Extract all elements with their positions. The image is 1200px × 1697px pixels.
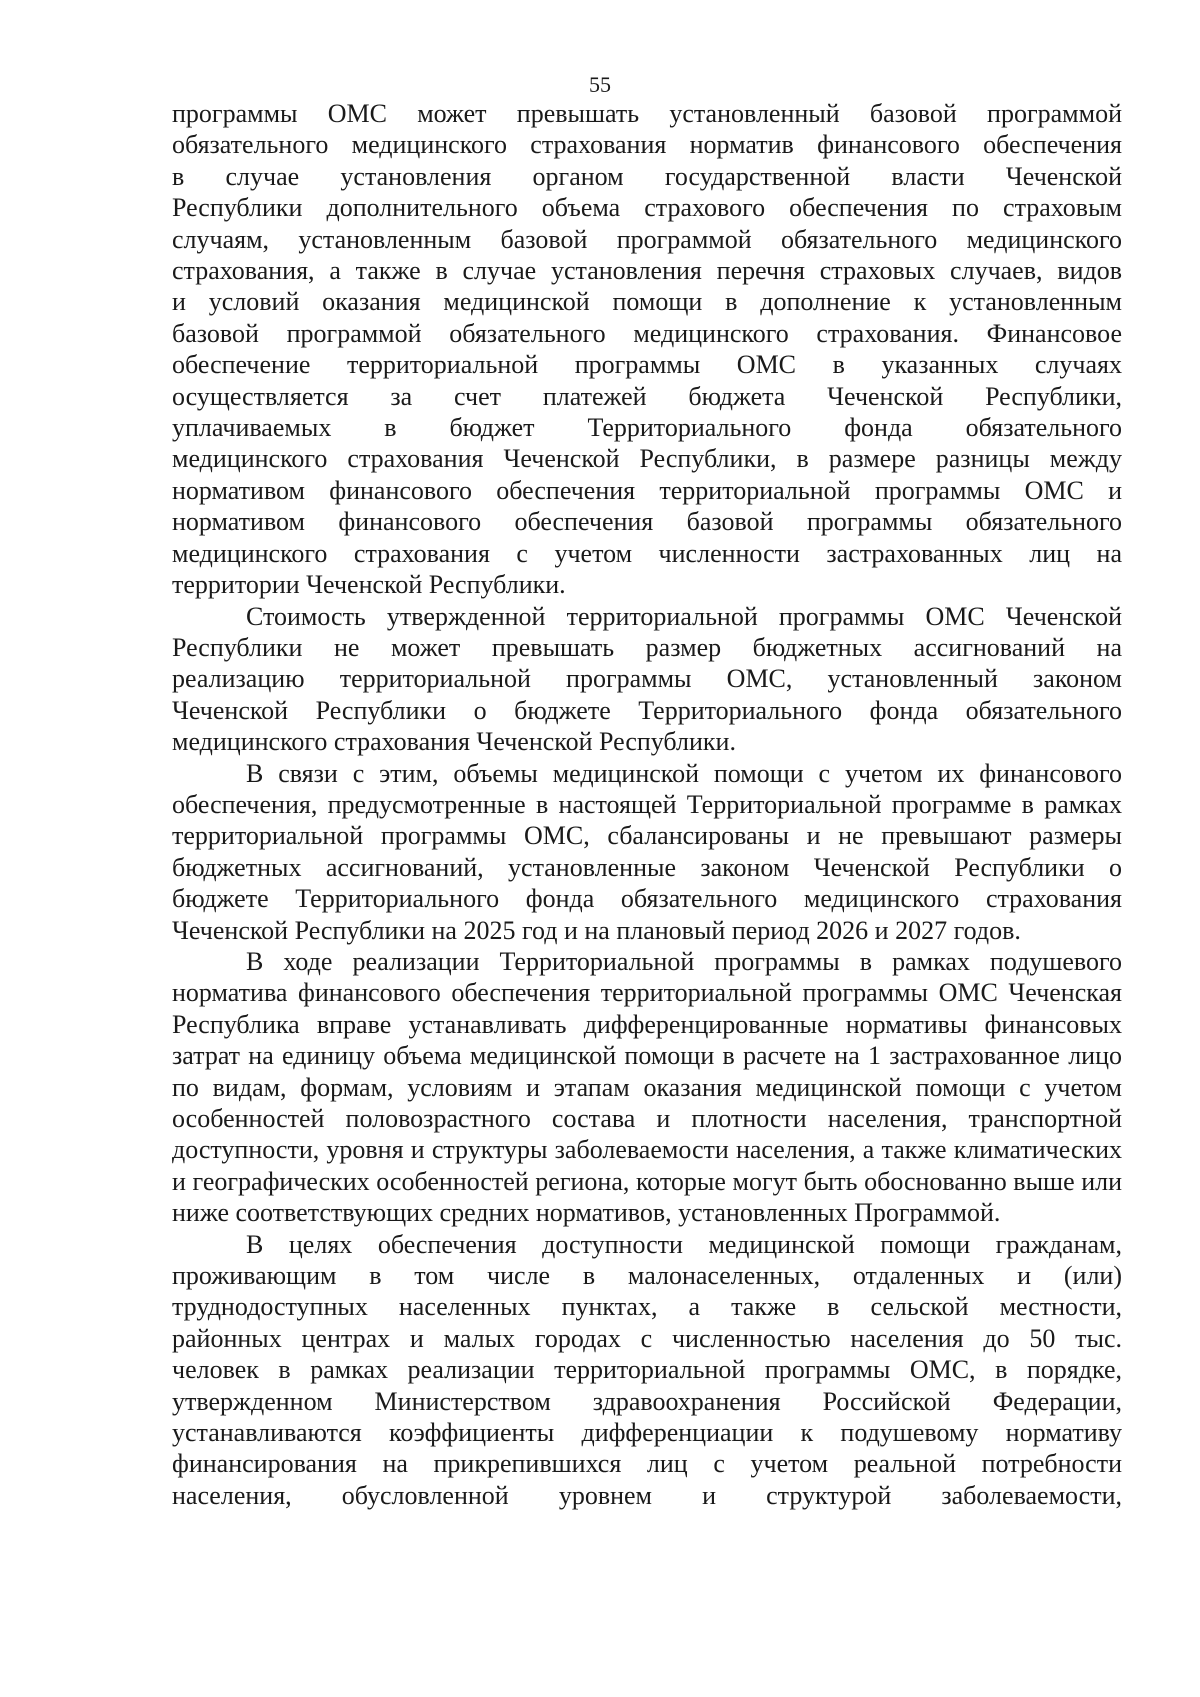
text-line: медицинского страхования Чеченской Республики, в размере разницы между — [172, 444, 1122, 474]
text-line: Республики не может превышать размер бюджетных ассигнований на — [172, 632, 1122, 662]
text-line: обеспечения, предусмотренные в настоящей Территориальной программе в рамках — [172, 789, 1122, 819]
text-line: программы ОМС может превышать установленный базовой программой — [172, 99, 1122, 128]
text-line: и географических особенностей региона, которые могут быть обоснованно выше или — [172, 1166, 1122, 1196]
text-line: Республики дополнительного объема страхового обеспечения по страховым — [172, 193, 1122, 223]
text-line: Стоимость утвержденной территориальной программы ОМС Чеченской — [246, 601, 1122, 631]
paragraph — [172, 1229, 1122, 1512]
text-line: В ходе реализации Территориальной программы в рамках подушевого — [246, 946, 1122, 976]
text-line: норматива финансового обеспечения территориальной программы ОМС Чеченская — [172, 978, 1122, 1008]
text-line: Республика вправе устанавливать дифференцированные нормативы финансовых — [172, 1009, 1122, 1039]
text-line: особенностей половозрастного состава и плотности населения, транспортной — [172, 1104, 1122, 1133]
text-line: осуществляется за счет платежей бюджета Чеченской Республики, — [172, 381, 1122, 411]
text-line: бюджете Территориального фонда обязательного медицинского страхования — [172, 884, 1122, 914]
text-line: территориальной программы ОМС, сбалансированы и не превышают размеры — [172, 821, 1122, 851]
text-line: территории Чеченской Республики. — [172, 570, 566, 600]
text-line: нормативом финансового обеспечения базовой программы обязательного — [172, 507, 1122, 537]
text-line: в случае установления органом государственной власти Чеченской — [172, 161, 1122, 191]
text-line: бюджетных ассигнований, установленные законом Чеченской Республики о — [172, 852, 1122, 882]
text-line: базовой программой обязательного медицинского страхования. Финансовое — [172, 318, 1122, 348]
text-line: человек в рамках реализации территориальной программы ОМС, в порядке, — [172, 1355, 1122, 1385]
text-line: населения, обусловленной уровнем и структурой заболеваемости, — [172, 1480, 1122, 1510]
paragraph — [172, 758, 1122, 946]
text-line: медицинского страхования Чеченской Республики. — [172, 727, 736, 757]
text-line: Чеченской Республики о бюджете Территориального фонда обязательного — [172, 695, 1122, 725]
text-line: реализацию территориальной программы ОМС, установленный законом — [172, 664, 1122, 694]
text-line: В связи с этим, объемы медицинской помощи с учетом их финансового — [246, 758, 1122, 788]
text-line: обеспечение территориальной программы ОМС в указанных случаях — [172, 350, 1122, 380]
text-line: уплачиваемых в бюджет Территориального фонда обязательного — [172, 413, 1122, 443]
paragraph — [172, 946, 1122, 1229]
text-line: доступности, уровня и структуры заболеваемости населения, а также климатических — [172, 1135, 1122, 1165]
text-line: ниже соответствующих средних нормативов, установленных Программой. — [172, 1198, 1001, 1228]
text-line: по видам, формам, условиям и этапам оказания медицинской помощи с учетом — [172, 1072, 1122, 1102]
text-line: Чеченской Республики на 2025 год и на плановый период 2026 и 2027 годов. — [172, 915, 1021, 945]
text-line: случаям, установленным базовой программой обязательного медицинского — [172, 224, 1122, 254]
text-line: страхования, а также в случае установления перечня страховых случаев, видов — [172, 256, 1122, 286]
text-line: нормативом финансового обеспечения территориальной программы ОМС и — [172, 475, 1122, 505]
text-line: утвержденном Министерством здравоохранения Российской Федерации, — [172, 1386, 1122, 1416]
text-line: медицинского страхования с учетом численности застрахованных лиц на — [172, 538, 1122, 568]
text-line: финансирования на прикрепившихся лиц с учетом реальной потребности — [172, 1449, 1122, 1479]
document-body — [172, 98, 1122, 1511]
text-line: и условий оказания медицинской помощи в дополнение к установленным — [172, 287, 1122, 317]
text-line: затрат на единицу объема медицинской помощи в расчете на 1 застрахованное лицо — [172, 1041, 1122, 1071]
text-line: труднодоступных населенных пунктах, а также в сельской местности, — [172, 1292, 1122, 1322]
text-line: обязательного медицинского страхования норматив финансового обеспечения — [172, 130, 1122, 160]
text-line: устанавливаются коэффициенты дифференциации к подушевому нормативу — [172, 1418, 1122, 1448]
paragraph — [172, 601, 1122, 758]
page-number: 55 — [589, 72, 611, 97]
text-line: районных центрах и малых городах с численностью населения до 50 тыс. — [172, 1323, 1122, 1353]
paragraph — [172, 98, 1122, 601]
text-line: проживающим в том числе в малонаселенных, отдаленных и (или) — [172, 1261, 1122, 1291]
text-line: В целях обеспечения доступности медицинской помощи гражданам, — [246, 1229, 1122, 1259]
